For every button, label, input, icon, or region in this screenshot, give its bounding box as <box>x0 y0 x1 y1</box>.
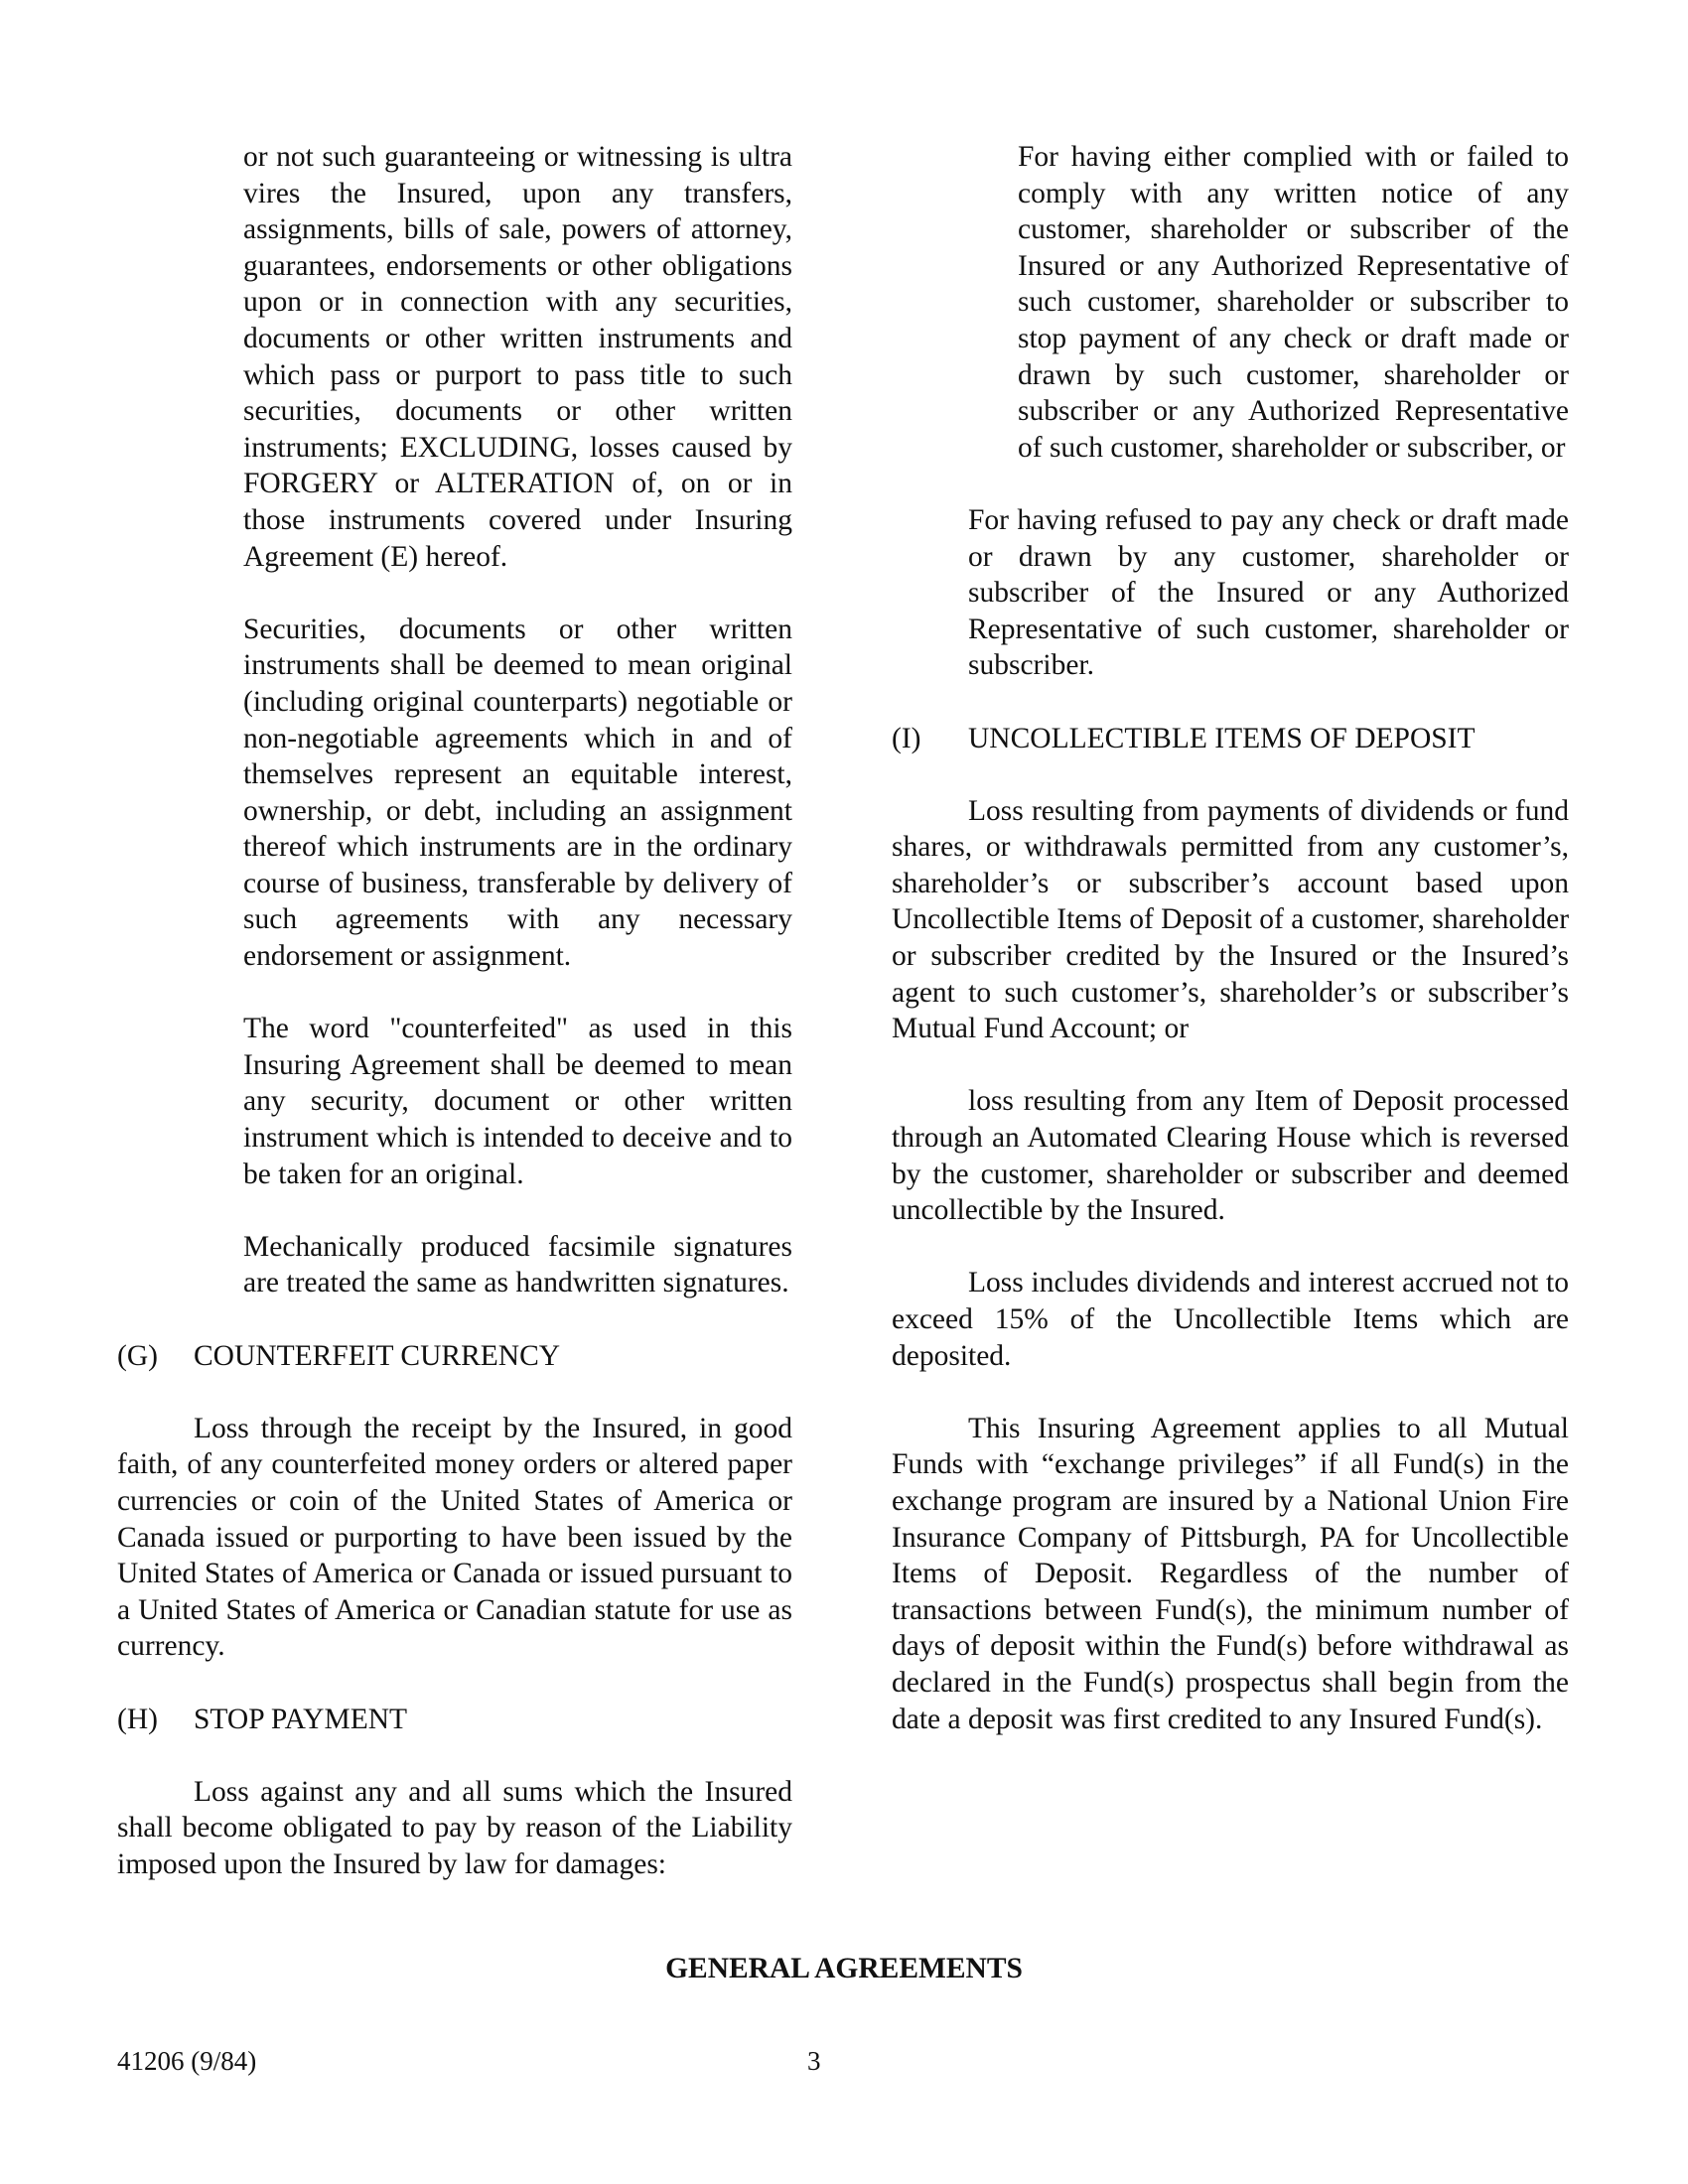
paragraph-counterfeit-currency: Loss through the receipt by the Insured, in good faith, of any counterfeited money orders or altered paper currencies or coin of the United States of America or Canada issued or purporting to have been issued by the United States of America or Canada or issued pursuant to a United States of America or Canadian statute for use as currency. <box>117 1412 792 1663</box>
right-column <box>892 139 1569 1737</box>
paragraph-ultra-vires: or not such guaranteeing or witnessing is ultra vires the Insured, upon any transfers, assignments, bills of sale, powers of attorney, guarantees, endorsements or other obligations upon or in connection with any securities, documents or other written instruments and which pass or purport to pass title to such securities, documents or other written instruments; EXCLUDING, losses caused by FORGERY or ALTERATION of, on or in those instruments covered under Insuring Agreement (E) hereof. <box>243 141 792 573</box>
paragraph-uncollectible-loss: Loss resulting from payments of dividends or fund shares, or withdrawals permitted from any customer’s, shareholder’s or subscriber’s account based upon Uncollectible Items of Deposit of a customer, shareholder or subscriber credited by the Insured or the Insured’s agent to such customer’s, shareholder’s or subscriber’s Mutual Fund Account; or <box>892 794 1570 1045</box>
paragraph-exchange-privileges: This Insuring Agreement applies to all Mutual Funds with “exchange privileges” if all Fund(s) in the exchange program are insured by a National Union Fire Insurance Company of Pittsburgh, PA for Uncollectible Items of Deposit. Regardless of the number of transactions between Fund(s), the minimum number of days of deposit within the Fund(s) before withdrawal as declared in the Fund(s) prospectus shall begin from the date a deposit was first credited to any Insured Fund(s). <box>892 1412 1569 1735</box>
section-title-uncollectible-items: UNCOLLECTIBLE ITEMS OF DEPOSIT <box>968 722 1476 754</box>
section-title-counterfeit-currency: COUNTERFEIT CURRENCY <box>194 1339 561 1372</box>
paragraph-stop-payment: Loss against any and all sums which the Insured shall become obligated to pay by reason of the Liability imposed upon the Insured by law for damages: <box>117 1775 792 1880</box>
section-label-h: (H) <box>117 1703 158 1735</box>
footer-form-number: 41206 (9/84) <box>117 2046 257 2076</box>
paragraph-refused-payment: For having refused to pay any check or draft made or drawn by any customer, shareholder or subscriber of the Insured or any Authorized Representative of such customer, shareholder or subscriber. <box>968 503 1569 682</box>
paragraph-automated-clearing-house: loss resulting from any Item of Deposit processed through an Automated Clearing House which is reversed by the customer, shareholder or subscriber and deemed uncollectible by the Insured. <box>892 1085 1569 1227</box>
paragraph-securities-definition: Securities, documents or other written instruments shall be deemed to mean original (including original counterparts) negotiable or non-negotiable agreements which in and of themselves represent an equitable interest, ownership, or debt, including an assignment thereof which instruments are in the ordinary course of business, transferable by delivery of such agreements with any necessary endorsement or assignment. <box>243 613 792 973</box>
section-heading-h <box>117 1702 792 1738</box>
section-heading-g <box>117 1338 792 1375</box>
section-heading-i <box>892 721 1569 757</box>
general-agreements-heading: GENERAL AGREEMENTS <box>665 1953 1023 1984</box>
paragraph-counterfeited-definition: The word "counterfeited" as used in this Insuring Agreement shall be deemed to mean any security, document or other written instrument which is intended to deceive and to be taken for an original. <box>243 1013 792 1190</box>
section-label-g: (G) <box>117 1339 158 1372</box>
left-column <box>117 139 792 1883</box>
section-title-stop-payment: STOP PAYMENT <box>194 1703 408 1735</box>
paragraph-stop-payment-notice: For having either complied with or failed to comply with any written notice of any customer, shareholder or subscriber of the Insured or any Authorized Representative of such customer, shareholder or subscriber to stop payment of any check or draft made or drawn by such customer, shareholder or subscriber or any Authorized Representative of such customer, shareholder or subscriber, or <box>1018 141 1569 464</box>
section-label-i: (I) <box>892 722 921 754</box>
paragraph-dividends-interest: Loss includes dividends and interest accrued not to exceed 15% of the Uncollectible Items which are deposited. <box>892 1267 1569 1372</box>
paragraph-facsimile-signatures: Mechanically produced facsimile signatures are treated the same as handwritten signatures. <box>243 1230 792 1299</box>
footer-page-number: 3 <box>807 2046 821 2076</box>
